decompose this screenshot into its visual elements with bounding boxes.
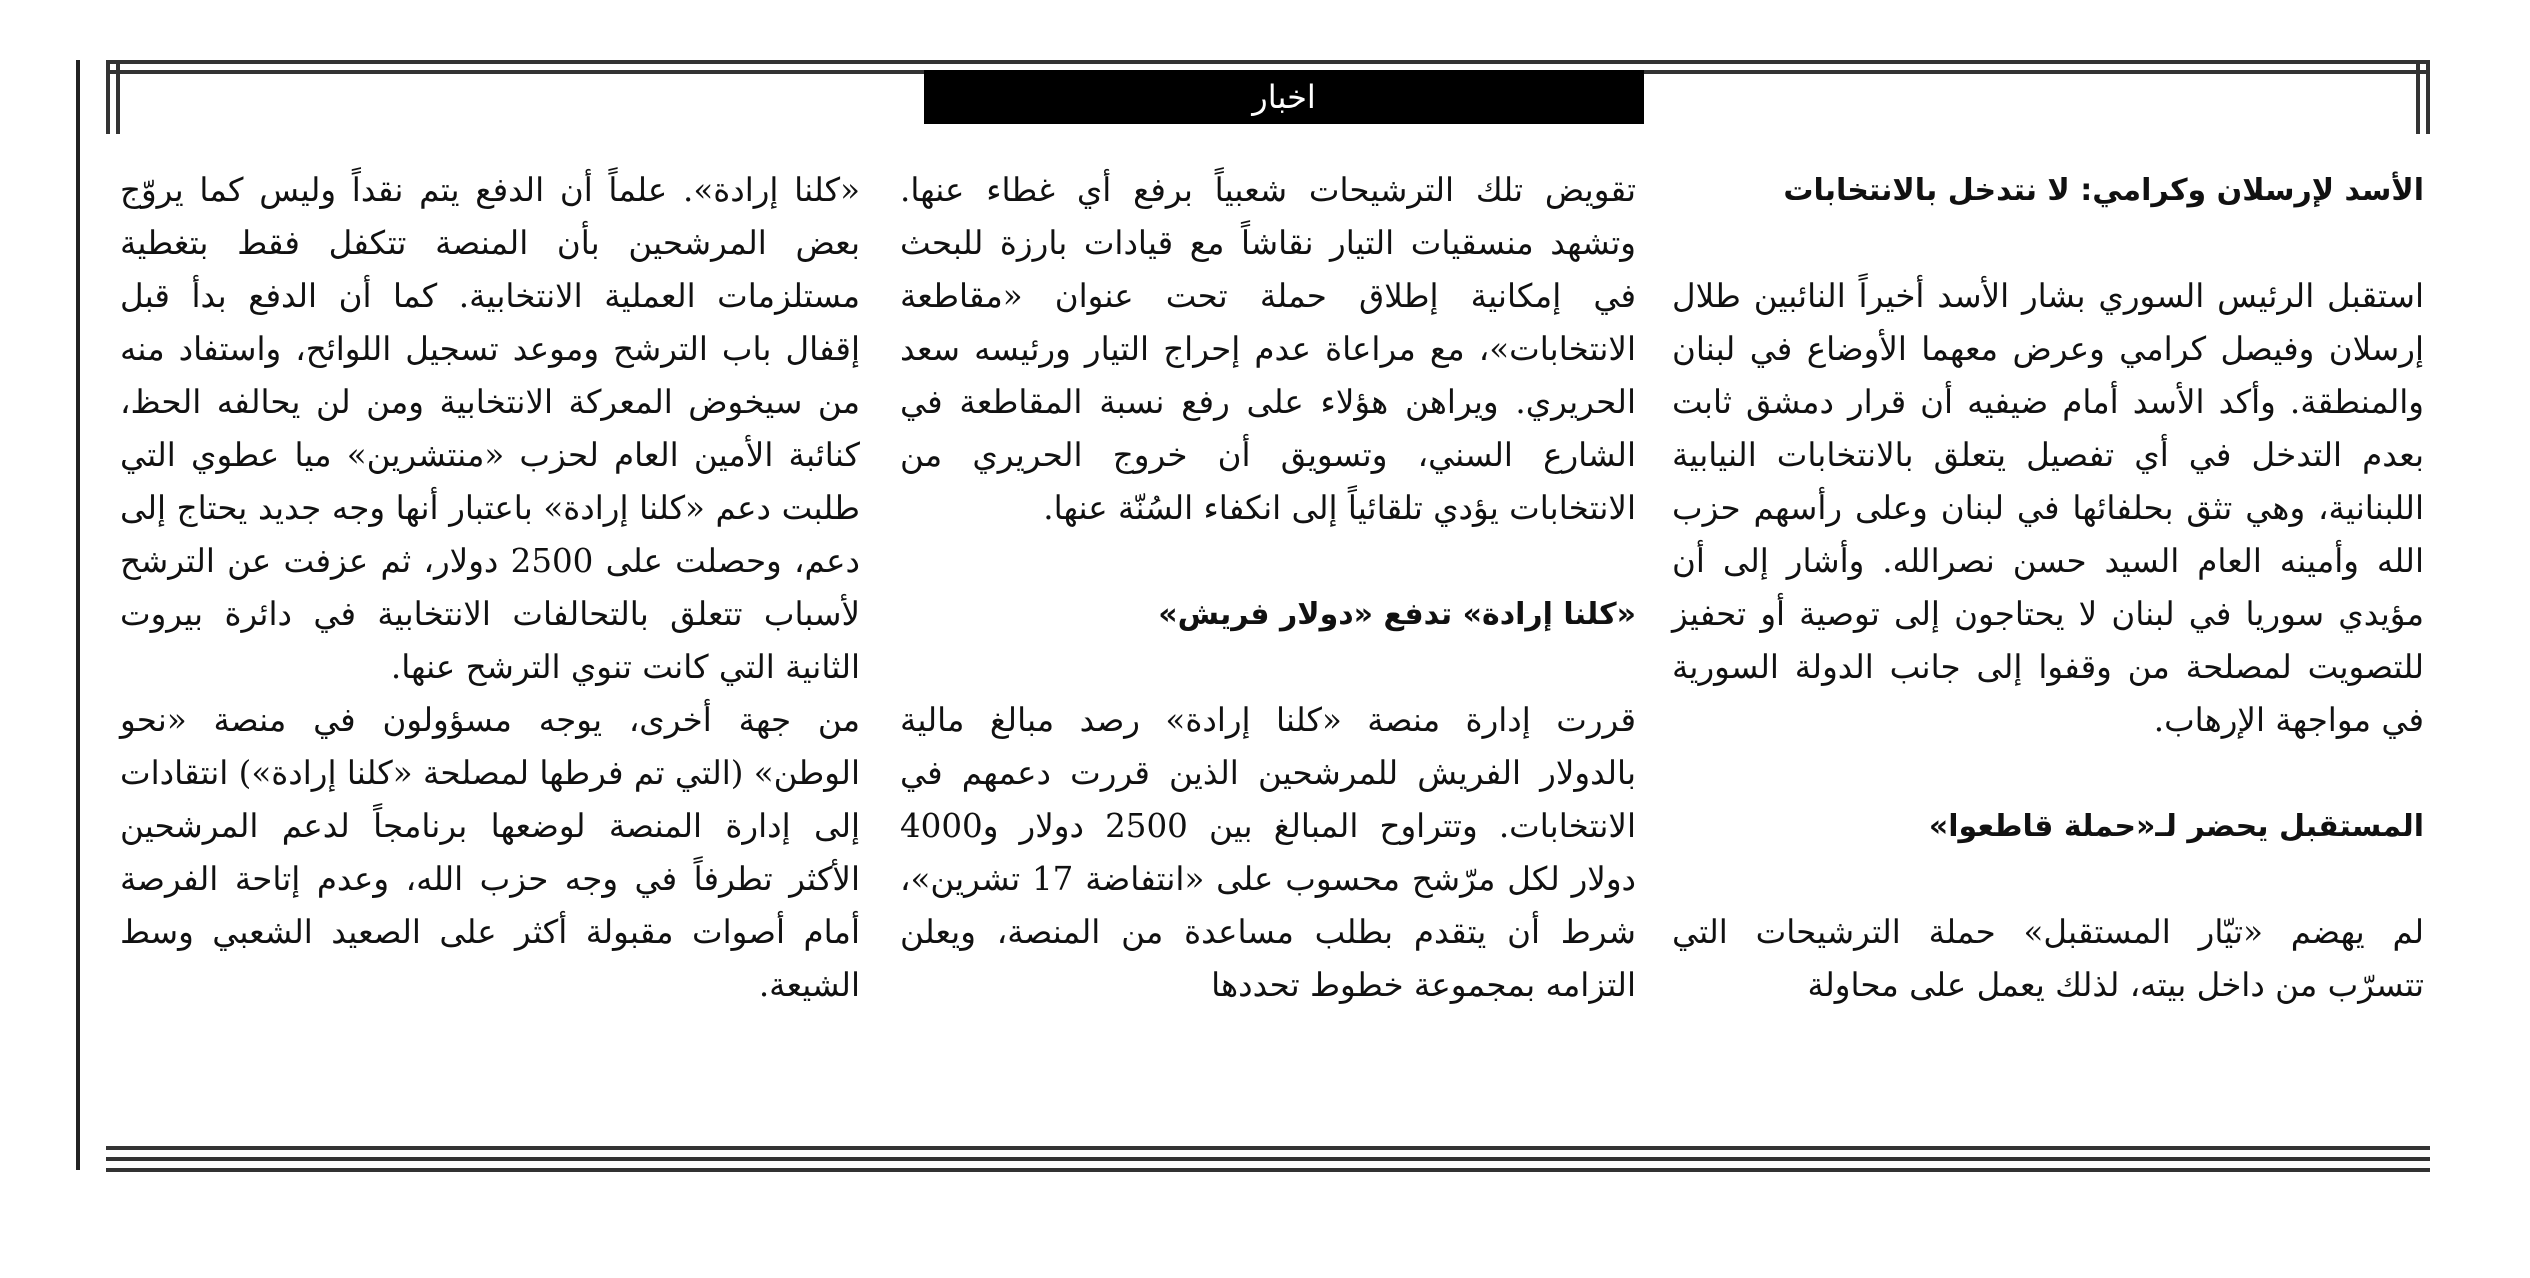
frame-bottom-line [106, 1168, 2430, 1172]
paragraph: تقويض تلك الترشيحات شعبياً برفع أي غطاء عنها. وتشهد منسقيات التيار نقاشاً مع قيادات بارزة للبحث في إمكانية إطلاق حملة تحت عنوان «مقاطعة الانتخابات»، مع مراعاة عدم إحراج التيار ورئيسه سعد الحريري. ويراهن هؤلاء على رفع نسبة المقاطعة في الشارع السني، وتسويق أن خروج الحريري من الانتخابات يؤدي تلقائياً إلى انكفاء السُنّة عنها. [900, 171, 1636, 527]
article-column-middle [900, 164, 1636, 1012]
subhead-mustaqbal: المستقبل يحضر لـ«حملة قاطعوا» [1928, 809, 2424, 844]
left-margin-rule [76, 60, 80, 1170]
frame-side-rule [2426, 60, 2430, 134]
paragraph: «كلنا إرادة». علماً أن الدفع يتم نقداً وليس كما يروّج بعض المرشحين بأن المنصة تتكفل فقط بتغطية مستلزمات العملية الانتخابية. كما أن الدفع بدأ قبل إقفال باب الترشح وموعد تسجيل اللوائح، واستفاد منه من سيخوض المعركة الانتخابية ومن لن يحالفه الحظ، كنائبة الأمين العام لحزب «منتشرين» ميا عطوي التي طلبت دعم «كلنا إرادة» باعتبار أنها وجه جديد يحتاج إلى دعم، وحصلت على 2500 دولار، ثم عزفت عن الترشح لأسباب تتعلق بالتحالفات الانتخابية في دائرة بيروت الثانية التي كانت تنوي الترشح عنها. [120, 171, 860, 686]
frame-side-rule [2416, 60, 2420, 134]
paragraph: استقبل الرئيس السوري بشار الأسد أخيراً النائبين طلال إرسلان وفيصل كرامي وعرض معهما الأوضاع في لبنان والمنطقة. وأكد الأسد أمام ضيفيه أن قرار دمشق ثابت بعدم التدخل في أي تفصيل يتعلق بالانتخابات النيابية اللبنانية، وهي تثق بحلفائها في لبنان وعلى رأسهم حزب الله وأمينه العام السيد حسن نصرالله. وأشار إلى أن مؤيدي سوريا في لبنان لا يحتاجون إلى توصية أو تحفيز للتصويت لمصلحة من وقفوا إلى جانب الدولة السورية في مواجهة الإرهاب. [1672, 277, 2424, 739]
headline-assad: الأسد لإرسلان وكرامي: لا نتدخل بالانتخابات [1783, 173, 2424, 208]
paragraph: لم يهضم «تيّار المستقبل» حملة الترشيحات التي تتسرّب من داخل بيته، لذلك يعمل على محاولة [1672, 913, 2424, 1004]
frame-side-rule [106, 60, 110, 134]
article-column-left [120, 164, 860, 1012]
subhead-kulluna-irada: «كلنا إرادة» تدفع «دولار فريش» [1158, 597, 1636, 632]
frame-top-line [106, 60, 2430, 64]
frame-bottom-line [106, 1146, 2430, 1150]
frame-bottom-line [106, 1157, 2430, 1161]
paragraph: قررت إدارة منصة «كلنا إرادة» رصد مبالغ مالية بالدولار الفريش للمرشحين الذين قررت دعمهم في الانتخابات. وتتراوح المبالغ بين 2500 دولار و4000 دولار لكل مرّشح محسوب على «انتفاضة 17 تشرين»، شرط أن يتقدم بطلب مساعدة من المنصة، ويعلن التزامه بمجموعة خطوط تحددها [900, 701, 1636, 1004]
paragraph: من جهة أخرى، يوجه مسؤولون في منصة «نحو الوطن» (التي تم فرطها لمصلحة «كلنا إرادة») انتقادات إلى إدارة المنصة لوضعها برنامجاً لدعم المرشحين الأكثر تطرفاً في وجه حزب الله، وعدم إتاحة الفرصة أمام أصوات مقبولة أكثر على الصعيد الشعبي وسط الشيعة. [120, 701, 860, 1004]
article-column-right [1672, 164, 2424, 1012]
section-header: اخبار [924, 70, 1644, 124]
frame-side-rule [116, 60, 120, 134]
